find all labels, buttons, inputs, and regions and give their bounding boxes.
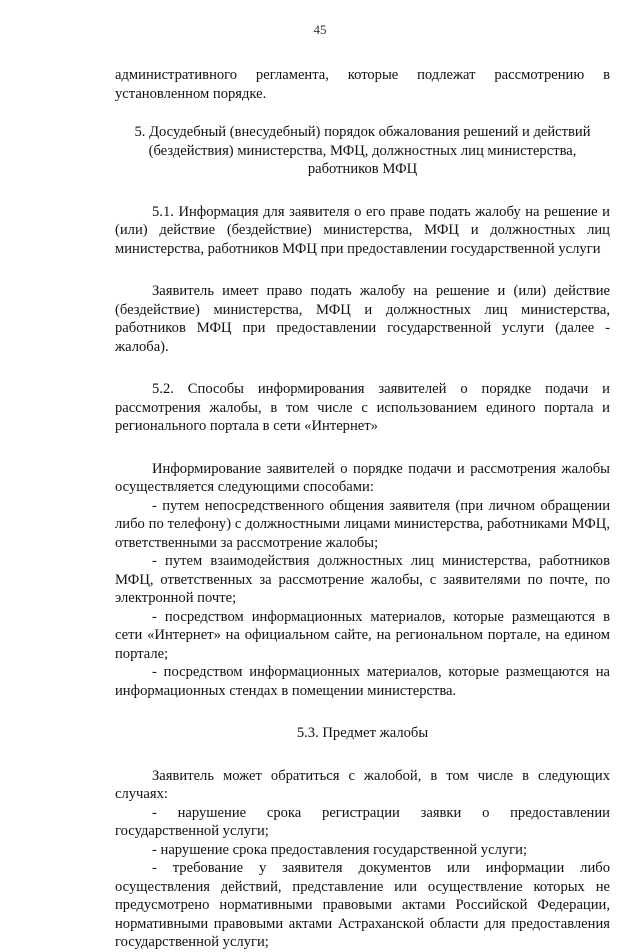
list-item: - требование у заявителя документов или информации либо осуществления действий, представление или осуществление которых не предусмотрено нормативными правовыми актами Российской Федерации, нормативными правовыми актами Астраханской области для предоставления государственной услуги; bbox=[115, 860, 610, 950]
list-item: - путем взаимодействия должностных лиц министерства, работников МФЦ, ответственных за рассмотрение жалобы, с заявителями по почте, по электронной почте; bbox=[115, 553, 610, 606]
intro-paragraph: административного регламента, которые подлежат рассмотрению в установленном порядке. bbox=[115, 67, 610, 102]
section-5-2-intro: Информирование заявителей о порядке подачи и рассмотрения жалобы осуществляется следующими способами: bbox=[115, 460, 610, 495]
list-item: - посредством информационных материалов, которые размещаются на информационных стендах в помещении министерства. bbox=[115, 664, 610, 699]
list-item: - нарушение срока регистрации заявки о предоставлении государственной услуги; bbox=[115, 804, 610, 839]
list-item: - нарушение срока предоставления государственной услуги; bbox=[152, 841, 528, 858]
document-body bbox=[115, 66, 610, 952]
section-5-1-heading: 5.1. Информация для заявителя о его праве подать жалобу на решение и (или) действие (бездействие) министерства, МФЦ и должностных лиц министерства, работников МФЦ при предоставлении государственной услуги bbox=[115, 203, 610, 257]
page-number: 45 bbox=[313, 22, 327, 37]
section-5-3-intro: Заявитель может обратиться с жалобой, в том числе в следующих случаях: bbox=[115, 767, 610, 802]
section-5-2-heading: 5.2. Способы информирования заявителей о порядке подачи и рассмотрения жалобы, в том числе с использованием единого портала и регионального портала в сети «Интернет» bbox=[115, 381, 610, 434]
list-item: - путем непосредственного общения заявителя (при личном обращении либо по телефону) с должностными лицами министерства, работниками МФЦ, ответственными за рассмотрение жалобы; bbox=[115, 497, 610, 551]
section-5-1-paragraph: Заявитель имеет право подать жалобу на решение и (или) действие (бездействие) министерства, МФЦ и должностных лиц министерства, работников МФЦ при предоставлении государственной услуги (далее - жалоба). bbox=[115, 283, 610, 355]
list-item: - посредством информационных материалов, которые размещаются в сети «Интернет» на официальном сайте, на региональном портале, на едином портале; bbox=[115, 608, 610, 662]
section-5-3-heading: 5.3. Предмет жалобы bbox=[296, 725, 429, 741]
section-5-title: 5. Досудебный (внесудебный) порядок обжалования решений и действий (бездействия) министерства, МФЦ, должностных лиц министерства, работников МФЦ bbox=[134, 124, 591, 177]
